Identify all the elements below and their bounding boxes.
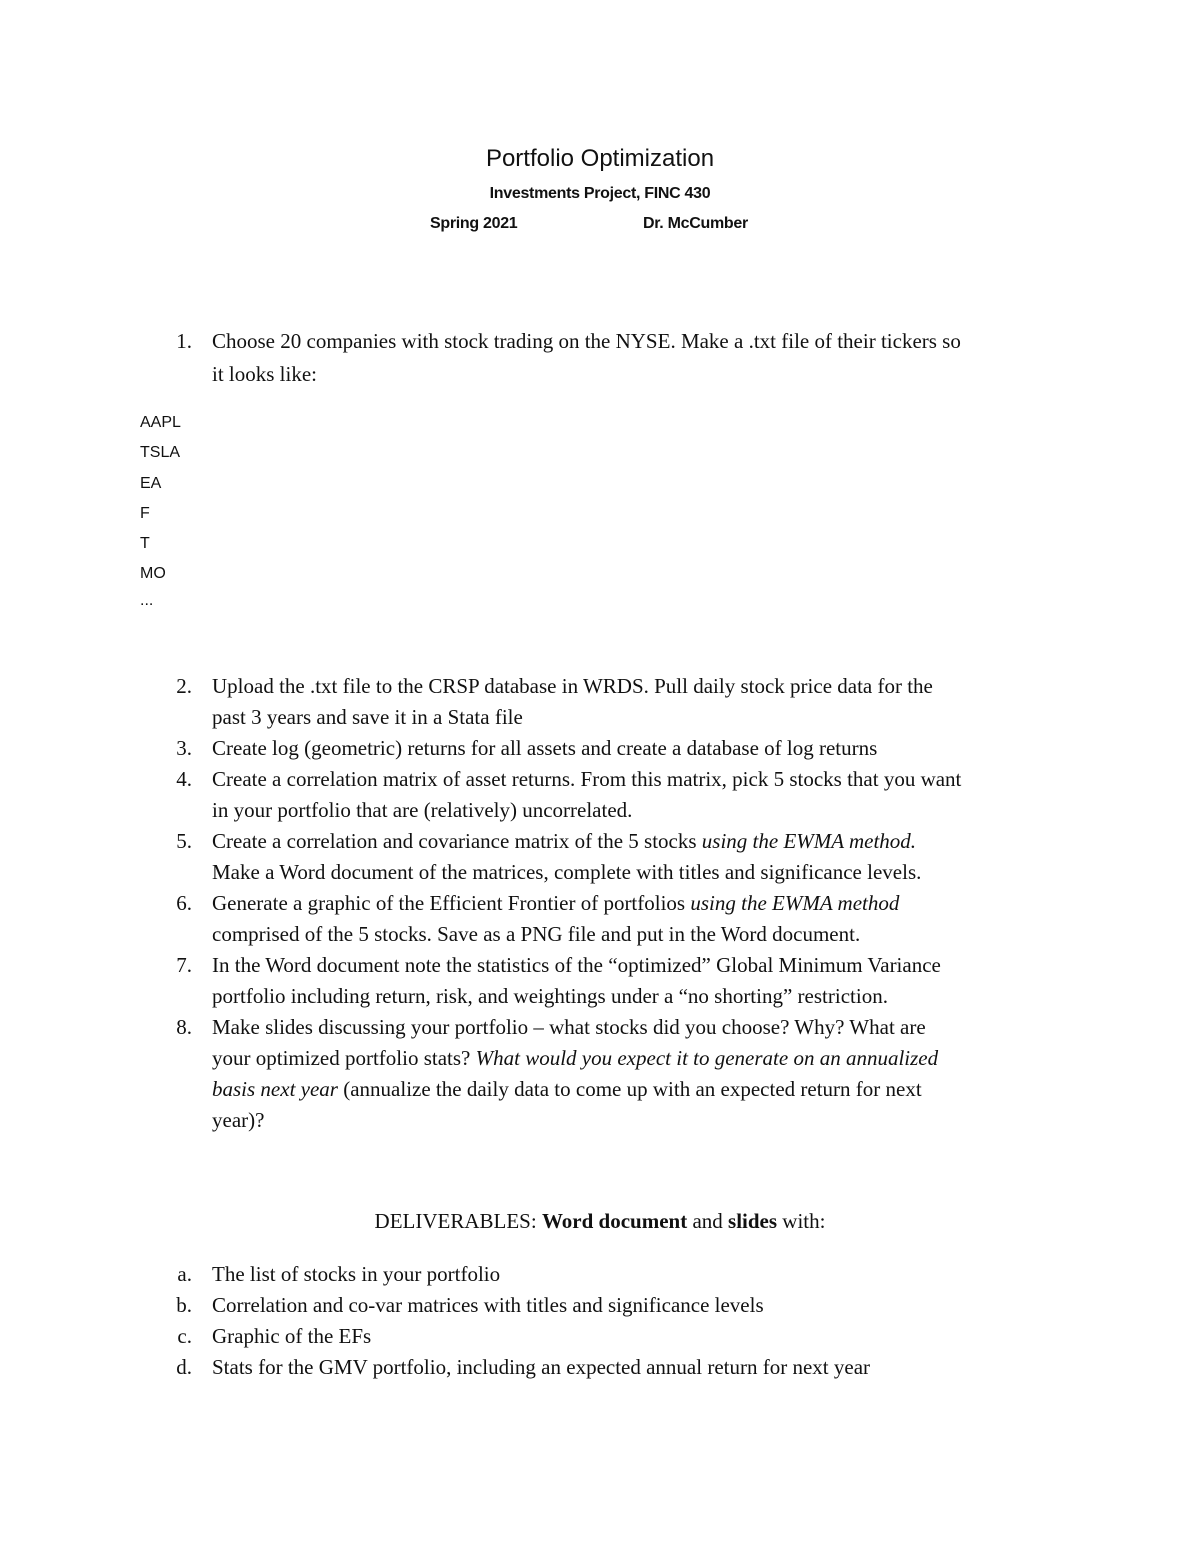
deliverables-slides: slides — [728, 1209, 778, 1233]
semester-label: Spring 2021 — [430, 215, 518, 232]
step-number: 1. — [176, 329, 192, 353]
ticker-item: TSLA — [140, 444, 181, 461]
step-number: 5. — [176, 829, 192, 853]
step-text-emphasis: What would you expect it to generate on an annualized — [475, 1046, 939, 1070]
step-number: 8. — [176, 1015, 192, 1039]
deliverable-letter: a. — [177, 1262, 192, 1286]
deliverable-letter: b. — [176, 1293, 192, 1317]
deliverables-heading — [0, 1209, 1200, 1234]
step-text-segment: your optimized portfolio stats? — [212, 1046, 476, 1070]
page-subtitle: Investments Project, FINC 430 — [489, 185, 711, 202]
step-number: 3. — [176, 736, 192, 760]
page-title: Portfolio Optimization — [485, 145, 715, 172]
step-text — [212, 1046, 938, 1071]
ticker-ellipsis: ... — [140, 592, 154, 609]
step-text: comprised of the 5 stocks. Save as a PNG file and put in the Word document. — [212, 922, 861, 946]
step-text: Create a correlation matrix of asset returns. From this matrix, pick 5 stocks that you want — [212, 767, 962, 791]
step-number: 7. — [176, 953, 192, 977]
step-text-segment: (annualize the daily data to come up with an expected return for next — [337, 1077, 922, 1101]
step-text: Choose 20 companies with stock trading on the NYSE. Make a .txt file of their tickers so — [212, 329, 961, 353]
step-number: 6. — [176, 891, 192, 915]
deliverables-lead: DELIVERABLES: — [374, 1209, 542, 1233]
step-text: Make a Word document of the matrices, complete with titles and significance levels. — [212, 860, 922, 884]
step-text: year)? — [212, 1108, 265, 1132]
ticker-item: EA — [140, 475, 162, 492]
deliverable-text: The list of stocks in your portfolio — [212, 1262, 501, 1286]
deliverable-letter: d. — [176, 1355, 192, 1379]
step-text — [212, 829, 916, 854]
step-number: 2. — [176, 674, 192, 698]
deliverable-text: Graphic of the EFs — [212, 1324, 372, 1348]
deliverable-text: Correlation and co-var matrices with titles and significance levels — [212, 1293, 764, 1317]
step-text: Make slides discussing your portfolio – what stocks did you choose? Why? What are — [212, 1015, 926, 1039]
step-text-emphasis: basis next year — [212, 1077, 338, 1101]
step-text — [212, 891, 899, 916]
deliverables-tail: with: — [777, 1209, 826, 1233]
step-text: in your portfolio that are (relatively) uncorrelated. — [212, 798, 633, 822]
step-text: past 3 years and save it in a Stata file — [212, 705, 523, 729]
step-text-segment: Create a correlation and covariance matrix of the 5 stocks — [212, 829, 702, 853]
deliverable-text: Stats for the GMV portfolio, including an expected annual return for next year — [212, 1355, 871, 1379]
deliverables-word-document: Word document — [541, 1209, 688, 1233]
ticker-item: F — [140, 505, 150, 522]
deliverables-and: and — [687, 1209, 729, 1233]
step-text-emphasis: using the EWMA method. — [701, 829, 917, 853]
instructor-label: Dr. McCumber — [643, 215, 748, 232]
step-text-segment: Generate a graphic of the Efficient Frontier of portfolios — [212, 891, 691, 915]
deliverable-letter: c. — [177, 1324, 192, 1348]
step-text-emphasis: using the EWMA method — [690, 891, 900, 915]
step-text: portfolio including return, risk, and weightings under a “no shorting” restriction. — [212, 984, 888, 1008]
ticker-item: AAPL — [140, 414, 181, 431]
step-text — [212, 1077, 922, 1102]
step-text: Upload the .txt file to the CRSP database in WRDS. Pull daily stock price data for the — [212, 674, 933, 698]
step-text: In the Word document note the statistics of the “optimized” Global Minimum Variance — [212, 953, 941, 977]
step-number: 4. — [176, 767, 192, 791]
ticker-item: T — [140, 535, 150, 552]
step-text: it looks like: — [212, 362, 317, 386]
ticker-item: MO — [140, 565, 166, 582]
step-text: Create log (geometric) returns for all assets and create a database of log returns — [212, 736, 878, 760]
